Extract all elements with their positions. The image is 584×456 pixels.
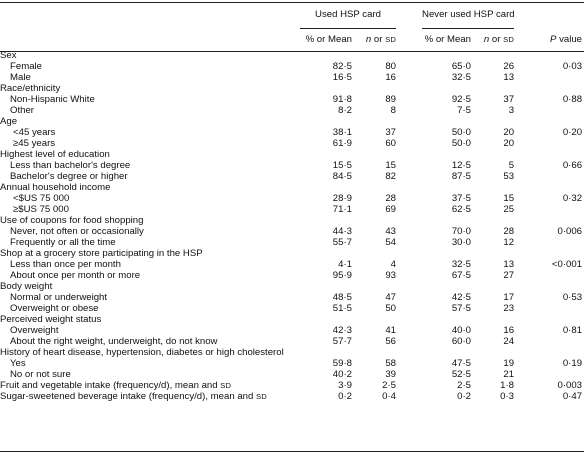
cell-n-never bbox=[471, 116, 514, 127]
cell-n-never: 13 bbox=[503, 72, 515, 83]
cell-p-value bbox=[514, 83, 584, 94]
cell-n-never bbox=[471, 281, 514, 292]
cell-n-used: 69 bbox=[385, 204, 397, 215]
cell-pct-never bbox=[422, 314, 471, 325]
cell-pct-used: 44·3 bbox=[332, 226, 352, 237]
cell-pct-never: 57·5 bbox=[451, 303, 472, 314]
cell-n-used bbox=[352, 248, 396, 259]
cell-n-never: 24 bbox=[503, 336, 515, 347]
row-label: Age bbox=[0, 116, 18, 127]
cell-n-never bbox=[471, 248, 514, 259]
cell-n-used bbox=[352, 83, 396, 94]
cell-n-never: 26 bbox=[503, 61, 515, 72]
cell-pct-used: 91·8 bbox=[332, 94, 352, 105]
cell-pct-never bbox=[422, 50, 471, 61]
cell-n-never: 37 bbox=[503, 94, 515, 105]
cell-n-used: 47 bbox=[385, 292, 397, 303]
category-row bbox=[0, 116, 584, 127]
row-label: <45 years bbox=[13, 127, 56, 138]
cell-pct-never bbox=[422, 83, 471, 94]
cell-pct-used: 84·5 bbox=[332, 171, 352, 182]
cell-n-never: 1·8 bbox=[500, 380, 515, 391]
row-label: Bachelor's degree or higher bbox=[10, 171, 128, 182]
cell-n-never: 17 bbox=[503, 292, 515, 303]
cell-p-value bbox=[514, 369, 584, 380]
cell-p-value bbox=[514, 138, 584, 149]
cell-pct-never: 30·0 bbox=[451, 237, 472, 248]
cell-p-value bbox=[514, 50, 584, 61]
cell-n-used bbox=[352, 50, 396, 61]
cell-n-used: 2·5 bbox=[382, 380, 397, 391]
cell-p-value bbox=[514, 314, 584, 325]
cell-pct-never: 47·5 bbox=[451, 358, 472, 369]
cell-p-value bbox=[514, 270, 584, 281]
category-row bbox=[0, 182, 584, 193]
cell-p-value bbox=[514, 347, 584, 358]
cell-pct-never: 60·0 bbox=[451, 336, 472, 347]
cell-n-never bbox=[471, 149, 514, 160]
cell-pct-never: 62·5 bbox=[451, 204, 472, 215]
row-label: Use of coupons for food shopping bbox=[0, 215, 144, 226]
cell-n-never: 28 bbox=[503, 226, 515, 237]
cell-pct-used bbox=[300, 215, 352, 226]
cell-pct-never: 12·5 bbox=[451, 160, 472, 171]
cell-pct-never: 65·0 bbox=[451, 61, 472, 72]
cell-pct-never bbox=[422, 248, 471, 259]
cell-p-value bbox=[514, 116, 584, 127]
cell-p-value bbox=[514, 237, 584, 248]
row-label: Highest level of education bbox=[0, 149, 110, 160]
row-label: Overweight or obese bbox=[10, 303, 99, 314]
row-label: Never, not often or occasionally bbox=[10, 226, 144, 237]
cell-p-value: 0·20 bbox=[562, 127, 583, 138]
cell-pct-used: 95·9 bbox=[332, 270, 352, 281]
row-label: Non-Hispanic White bbox=[10, 94, 95, 105]
category-row bbox=[0, 314, 584, 325]
cell-n-used bbox=[352, 314, 396, 325]
cell-pct-used: 55·7 bbox=[332, 237, 352, 248]
cell-p-value: 0·32 bbox=[562, 193, 583, 204]
cell-p-value: <0·001 bbox=[551, 259, 583, 270]
cell-pct-never: 32·5 bbox=[451, 259, 472, 270]
cell-p-value: 0·66 bbox=[562, 160, 583, 171]
row-label: Shop at a grocery store participating in the HSP bbox=[0, 248, 203, 259]
group-header-never: Never used HSP card bbox=[422, 8, 515, 20]
table-row bbox=[0, 171, 584, 182]
bottom-rule bbox=[0, 451, 584, 452]
table-row bbox=[0, 325, 584, 336]
table-row bbox=[0, 72, 584, 83]
cell-p-value bbox=[514, 149, 584, 160]
col-header-pct-used: % or Mean bbox=[305, 33, 352, 45]
table-row bbox=[0, 336, 584, 347]
table-row bbox=[0, 226, 584, 237]
table-row bbox=[0, 259, 584, 270]
cell-n-never: 23 bbox=[503, 303, 515, 314]
cell-n-never: 13 bbox=[503, 259, 515, 270]
cell-pct-used bbox=[300, 116, 352, 127]
cell-pct-used bbox=[300, 182, 352, 193]
cell-n-never: 12 bbox=[503, 237, 515, 248]
cell-n-never bbox=[471, 83, 514, 94]
row-label: Less than once per month bbox=[10, 259, 121, 270]
cell-p-value bbox=[514, 281, 584, 292]
row-label: <$US 75 000 bbox=[13, 193, 70, 204]
row-label: Yes bbox=[10, 358, 26, 369]
cell-pct-used: 16·5 bbox=[332, 72, 352, 83]
cell-n-used: 56 bbox=[385, 336, 397, 347]
cell-n-never bbox=[471, 50, 514, 61]
cell-n-used bbox=[352, 149, 396, 160]
cell-pct-used: 61·9 bbox=[332, 138, 352, 149]
cell-n-never: 0·3 bbox=[500, 391, 515, 402]
cell-pct-used: 71·1 bbox=[332, 204, 352, 215]
row-label: Other bbox=[10, 105, 34, 116]
table-row bbox=[0, 127, 584, 138]
cell-pct-used bbox=[300, 149, 352, 160]
cell-pct-never: 67·5 bbox=[451, 270, 472, 281]
row-label: Sugar-sweetened beverage intake (frequency/d), mean and SD bbox=[0, 391, 267, 402]
cell-pct-used: 40·2 bbox=[332, 369, 352, 380]
cell-n-used: 0·4 bbox=[382, 391, 397, 402]
cell-n-used: 28 bbox=[385, 193, 397, 204]
table-row bbox=[0, 105, 584, 116]
row-label: Male bbox=[10, 72, 31, 83]
cell-p-value bbox=[514, 215, 584, 226]
cell-n-used bbox=[352, 281, 396, 292]
cell-pct-used bbox=[300, 314, 352, 325]
cell-n-never: 16 bbox=[503, 325, 515, 336]
cell-n-used: 37 bbox=[385, 127, 397, 138]
cell-n-used: 80 bbox=[385, 61, 397, 72]
cell-n-used bbox=[352, 182, 396, 193]
col-header-pct-never: % or Mean bbox=[424, 33, 472, 45]
cell-pct-used: 3·9 bbox=[338, 380, 352, 391]
table-row bbox=[0, 369, 584, 380]
row-label: Female bbox=[10, 61, 42, 72]
cell-pct-used bbox=[300, 50, 352, 61]
cell-p-value bbox=[514, 336, 584, 347]
cell-pct-never: 40·0 bbox=[451, 325, 472, 336]
cell-n-never: 15 bbox=[503, 193, 515, 204]
cell-pct-never: 92·5 bbox=[451, 94, 472, 105]
cell-pct-used bbox=[300, 281, 352, 292]
cell-n-never bbox=[471, 182, 514, 193]
table-body bbox=[0, 50, 584, 402]
category-row bbox=[0, 248, 584, 259]
row-label: Sex bbox=[0, 50, 17, 61]
cell-pct-used: 57·7 bbox=[332, 336, 352, 347]
category-row bbox=[0, 215, 584, 226]
cell-p-value bbox=[514, 182, 584, 193]
category-row bbox=[0, 391, 584, 402]
cell-pct-never bbox=[422, 347, 471, 358]
cell-n-used bbox=[352, 347, 396, 358]
cell-n-never: 19 bbox=[503, 358, 515, 369]
table-row bbox=[0, 270, 584, 281]
category-row bbox=[0, 347, 584, 358]
row-label: ≥45 years bbox=[13, 138, 56, 149]
column-header-row bbox=[0, 28, 584, 50]
cell-n-used: 43 bbox=[385, 226, 397, 237]
cell-n-used: 50 bbox=[385, 303, 397, 314]
cell-pct-used: 4·1 bbox=[338, 259, 352, 270]
table-row bbox=[0, 61, 584, 72]
cell-pct-used: 42·3 bbox=[332, 325, 352, 336]
cell-p-value: 0·47 bbox=[562, 391, 583, 402]
row-label: About once per month or more bbox=[10, 270, 141, 281]
cell-n-used: 89 bbox=[385, 94, 397, 105]
cell-pct-never: 37·5 bbox=[451, 193, 472, 204]
cell-n-used: 54 bbox=[385, 237, 397, 248]
cell-n-never: 20 bbox=[503, 138, 515, 149]
col-header-n-never: n or SD bbox=[483, 33, 515, 45]
cell-p-value: 0·006 bbox=[557, 226, 583, 237]
cell-pct-used: 51·5 bbox=[332, 303, 352, 314]
cell-pct-used: 38·1 bbox=[332, 127, 352, 138]
cell-n-used bbox=[352, 215, 396, 226]
category-row bbox=[0, 50, 584, 61]
cell-n-used: 39 bbox=[385, 369, 397, 380]
table-row bbox=[0, 358, 584, 369]
cell-n-never: 21 bbox=[503, 369, 515, 380]
row-label: Perceived weight status bbox=[0, 314, 102, 325]
cell-p-value bbox=[514, 72, 584, 83]
cell-pct-used bbox=[300, 347, 352, 358]
cell-p-value: 0·03 bbox=[562, 61, 583, 72]
col-header-n-used: n or SD bbox=[365, 33, 397, 45]
cell-p-value: 0·003 bbox=[557, 380, 583, 391]
cell-n-used: 16 bbox=[385, 72, 397, 83]
cell-p-value bbox=[514, 204, 584, 215]
row-label: Less than bachelor's degree bbox=[10, 160, 131, 171]
row-label: Body weight bbox=[0, 281, 53, 292]
cell-n-used: 93 bbox=[385, 270, 397, 281]
cell-n-never bbox=[471, 215, 514, 226]
group-header-row bbox=[0, 0, 584, 28]
cell-pct-never: 52·5 bbox=[451, 369, 472, 380]
col-header-p-value: P value bbox=[550, 33, 583, 45]
row-label: Normal or underweight bbox=[10, 292, 108, 303]
cell-pct-never: 7·5 bbox=[457, 105, 472, 116]
cell-pct-never: 70·0 bbox=[451, 226, 472, 237]
cell-p-value bbox=[514, 248, 584, 259]
cell-n-never: 27 bbox=[503, 270, 515, 281]
row-label: Overweight bbox=[10, 325, 59, 336]
row-label: ≥$US 75 000 bbox=[13, 204, 69, 215]
group-header-used: Used HSP card bbox=[315, 8, 381, 20]
cell-pct-used: 82·5 bbox=[332, 61, 352, 72]
cell-pct-used: 0·2 bbox=[338, 391, 352, 402]
cell-pct-never: 2·5 bbox=[457, 380, 472, 391]
cell-pct-never: 50·0 bbox=[451, 138, 472, 149]
cell-n-used: 60 bbox=[385, 138, 397, 149]
cell-n-never: 20 bbox=[503, 127, 515, 138]
cell-pct-never: 50·0 bbox=[451, 127, 472, 138]
row-label: Frequently or all the time bbox=[10, 237, 116, 248]
cell-pct-never bbox=[422, 215, 471, 226]
cell-pct-never bbox=[422, 281, 471, 292]
cell-n-used: 4 bbox=[390, 259, 397, 270]
cell-p-value: 0·53 bbox=[562, 292, 583, 303]
cell-pct-used bbox=[300, 83, 352, 94]
table-row bbox=[0, 160, 584, 171]
category-row bbox=[0, 281, 584, 292]
cell-p-value: 0·88 bbox=[562, 94, 583, 105]
category-row bbox=[0, 380, 584, 391]
table-row bbox=[0, 237, 584, 248]
row-label: No or not sure bbox=[10, 369, 71, 380]
table-row bbox=[0, 303, 584, 314]
cell-pct-never: 0·2 bbox=[457, 391, 472, 402]
row-label: Annual household income bbox=[0, 182, 111, 193]
cell-pct-never bbox=[422, 116, 471, 127]
cell-pct-used: 8·2 bbox=[338, 105, 352, 116]
cell-p-value bbox=[514, 171, 584, 182]
cell-pct-used bbox=[300, 248, 352, 259]
cell-p-value: 0·19 bbox=[562, 358, 583, 369]
cell-pct-never: 32·5 bbox=[451, 72, 472, 83]
cell-pct-never bbox=[422, 182, 471, 193]
cell-n-used: 58 bbox=[385, 358, 397, 369]
cell-n-never: 25 bbox=[503, 204, 515, 215]
cell-pct-never: 87·5 bbox=[451, 171, 472, 182]
table-row bbox=[0, 204, 584, 215]
cell-pct-used: 15·5 bbox=[332, 160, 352, 171]
row-label: History of heart disease, hypertension, diabetes or high cholesterol bbox=[0, 347, 284, 358]
cell-pct-used: 48·5 bbox=[332, 292, 352, 303]
cell-n-never: 5 bbox=[508, 160, 515, 171]
category-row bbox=[0, 149, 584, 160]
cell-n-never: 53 bbox=[503, 171, 515, 182]
row-label: Fruit and vegetable intake (frequency/d), mean and SD bbox=[0, 380, 232, 391]
cell-pct-never bbox=[422, 149, 471, 160]
cell-p-value bbox=[514, 105, 584, 116]
row-label: Race/ethnicity bbox=[0, 83, 61, 94]
cell-pct-never: 42·5 bbox=[451, 292, 472, 303]
cell-n-used: 82 bbox=[385, 171, 397, 182]
cell-n-never: 3 bbox=[508, 105, 515, 116]
cell-n-used: 15 bbox=[385, 160, 397, 171]
category-row bbox=[0, 83, 584, 94]
table-row bbox=[0, 193, 584, 204]
cell-p-value bbox=[514, 303, 584, 314]
cell-p-value: 0·81 bbox=[562, 325, 583, 336]
table-row bbox=[0, 292, 584, 303]
cell-n-used: 41 bbox=[385, 325, 397, 336]
cell-n-used: 8 bbox=[390, 105, 397, 116]
cell-n-never bbox=[471, 314, 514, 325]
cell-n-used bbox=[352, 116, 396, 127]
cell-n-never bbox=[471, 347, 514, 358]
cell-pct-used: 28·9 bbox=[332, 193, 352, 204]
cell-pct-used: 59·8 bbox=[332, 358, 352, 369]
row-label: About the right weight, underweight, do not know bbox=[10, 336, 218, 347]
table-row bbox=[0, 138, 584, 149]
table-row bbox=[0, 94, 584, 105]
